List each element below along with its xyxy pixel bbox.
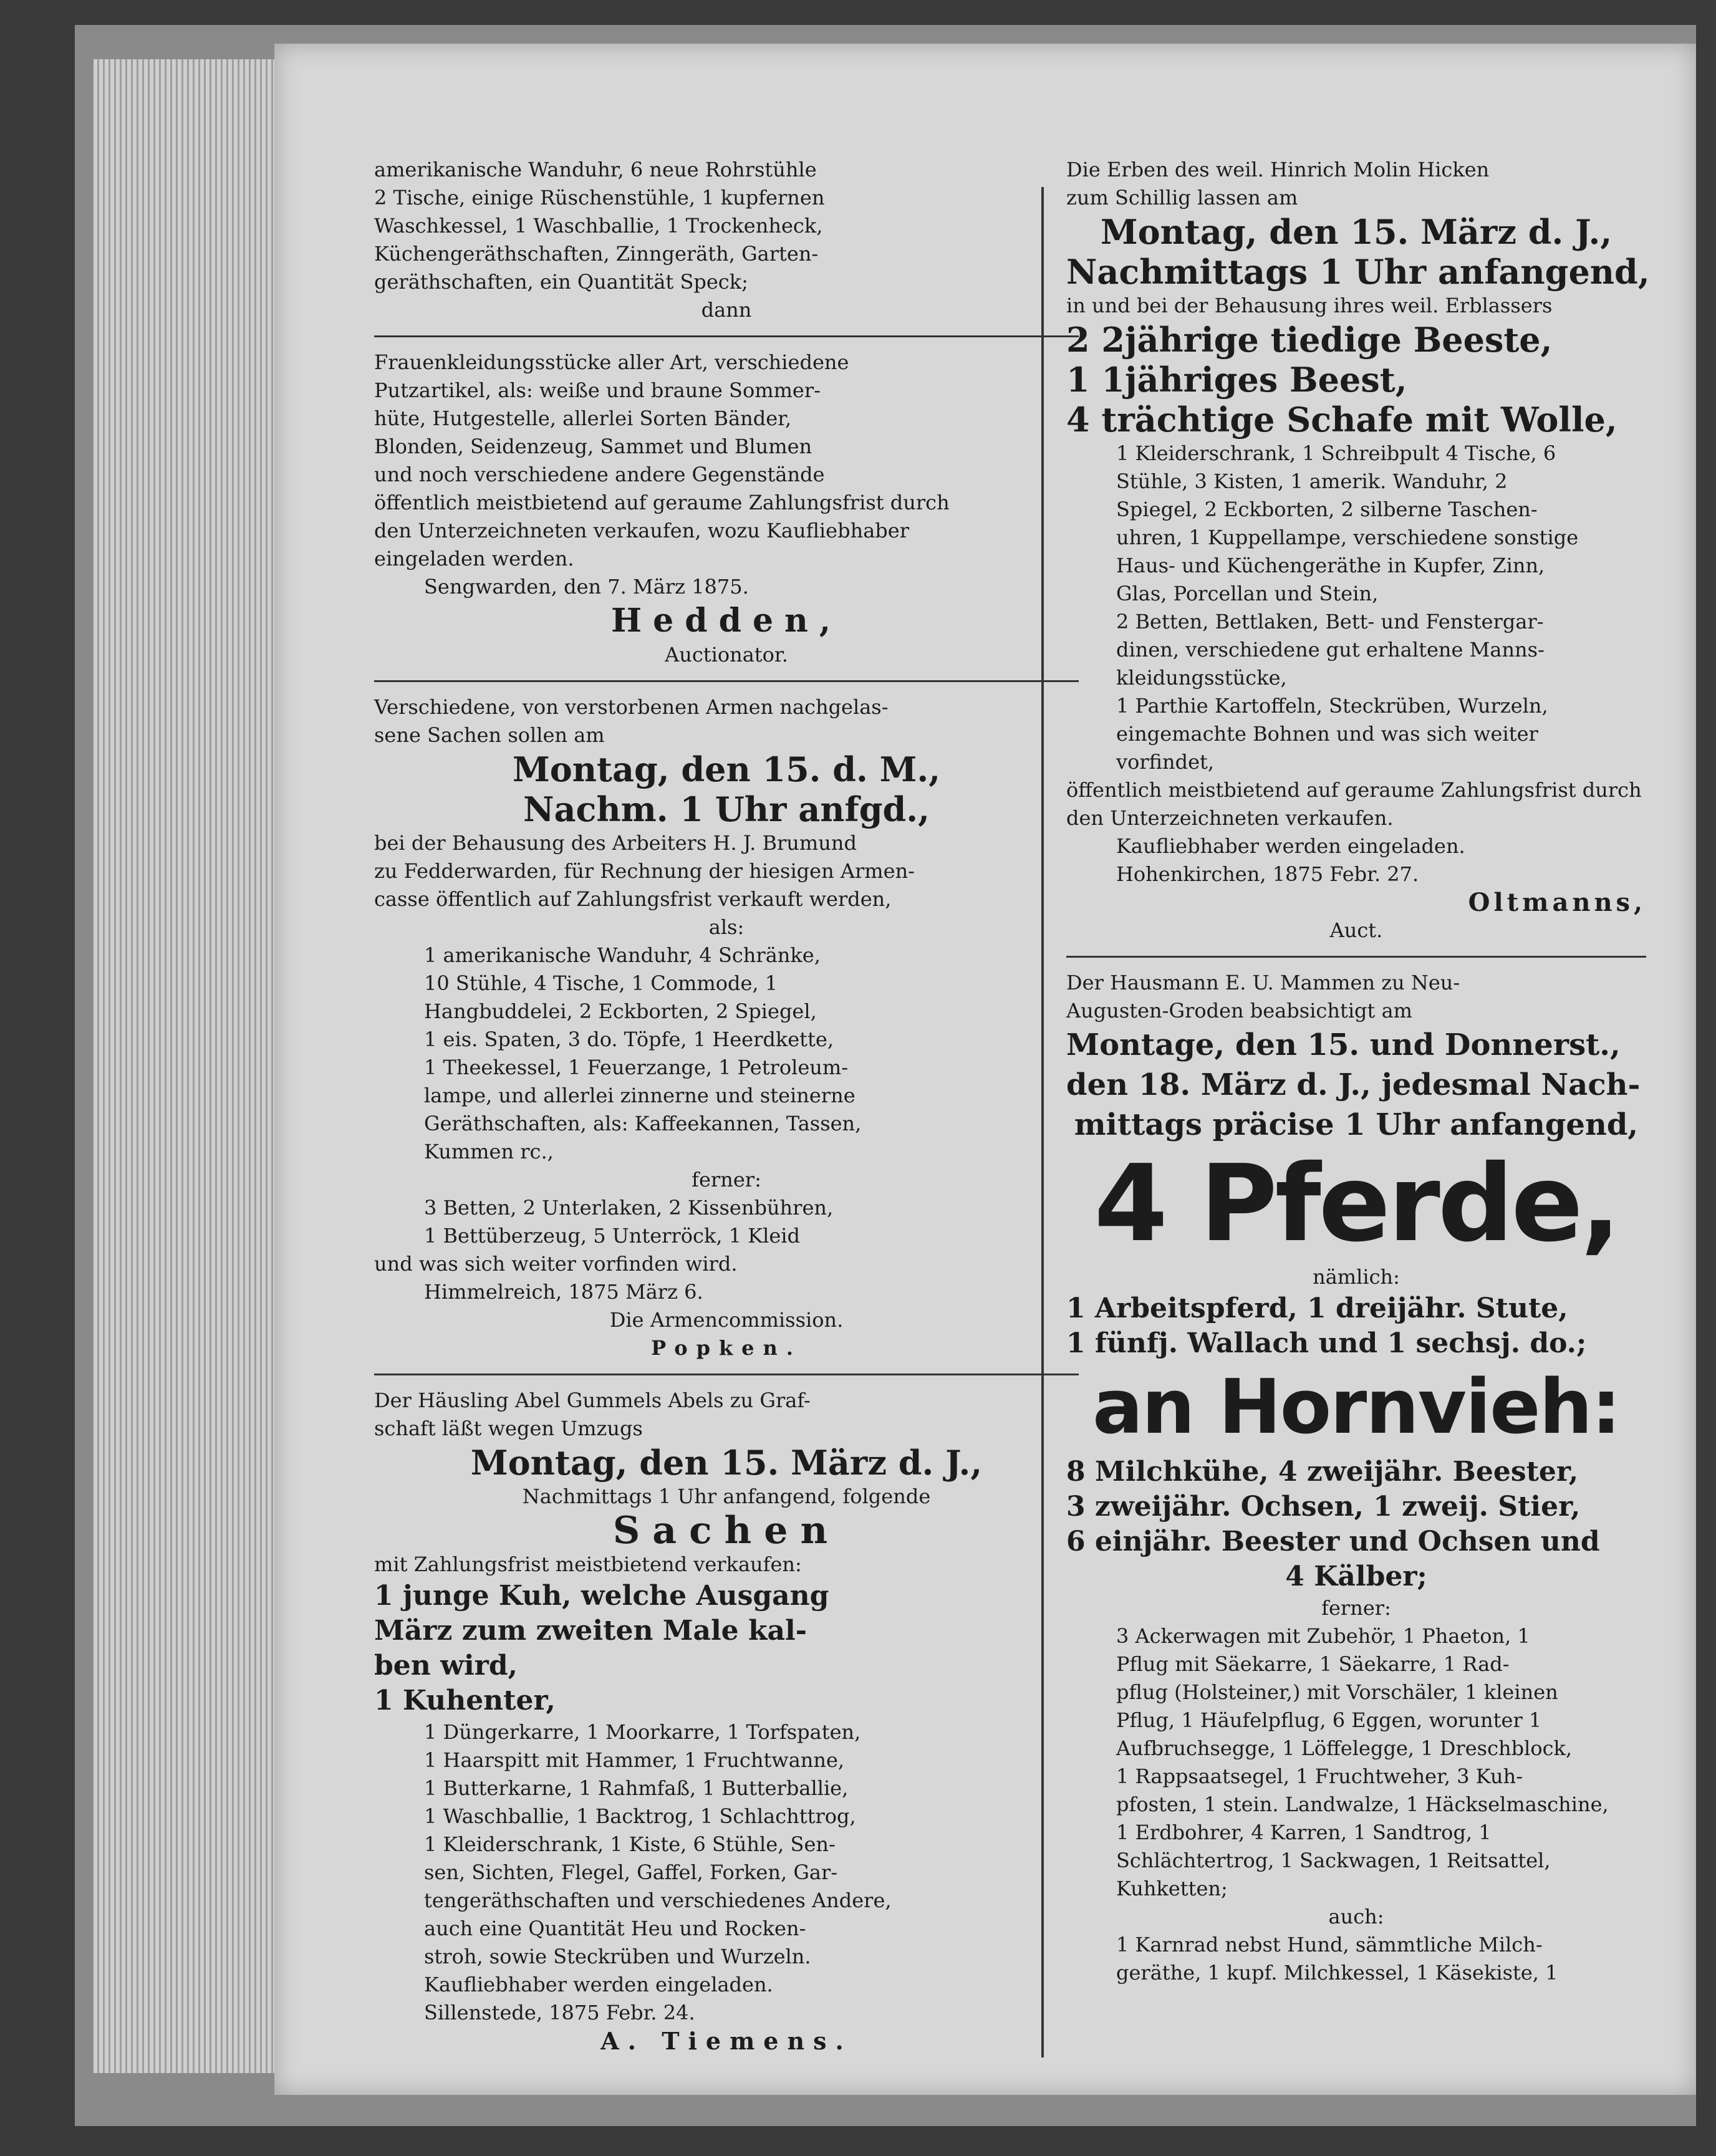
rule	[374, 335, 1079, 337]
ad-oltmanns	[1066, 156, 1650, 945]
item-line: Schlächtertrog, 1 Sackwagen, 1 Reitsattel,	[1116, 1849, 1551, 1872]
mid-line: ben wird,	[374, 1650, 518, 1682]
text-line: geräthschaften, ein Quantität Speck;	[374, 270, 748, 294]
headline: 2 2jährige tiedige Beeste,	[1066, 320, 1553, 360]
item-line: Kuhketten;	[1116, 1877, 1228, 1900]
item-line: Spiegel, 2 Eckborten, 2 silberne Taschen-	[1116, 498, 1538, 521]
text-line: den Unterzeichneten verkaufen.	[1066, 806, 1394, 830]
text-line: den Unterzeichneten verkaufen, wozu Kaufliebhaber	[374, 519, 909, 542]
item-line: Geräthschaften, als: Kaffeekannen, Tassen,	[424, 1112, 862, 1135]
headline: Nachm. 1 Uhr anfgd.,	[523, 789, 930, 829]
item-line: vorfindet,	[1116, 750, 1215, 774]
text-line: Der Hausmann E. U. Mammen zu Neu-	[1066, 971, 1460, 994]
text-line: sene Sachen sollen am	[374, 723, 605, 747]
text-line: mit Zahlungsfrist meistbietend verkaufen:	[374, 1552, 802, 1576]
ferner-label: ferner:	[1321, 1596, 1391, 1620]
item-line: 1 Rappsaatsegel, 1 Fruchtweher, 3 Kuh-	[1116, 1764, 1523, 1788]
text-line: hüte, Hutgestelle, allerlei Sorten Bänder,	[374, 407, 792, 430]
als-label: als:	[708, 915, 745, 939]
left-column	[374, 156, 1079, 2055]
ad-separator	[374, 1374, 1079, 1375]
item-line: 1 Kleiderschrank, 1 Kiste, 6 Stühle, Sen-	[424, 1832, 836, 1856]
item-line: 1 Erdbohrer, 4 Karren, 1 Sandtrog, 1	[1116, 1821, 1492, 1844]
column-divider	[1041, 187, 1044, 2057]
text-line: öffentlich meistbietend auf geraume Zahlungsfrist durch	[1066, 778, 1642, 802]
item-line: Hangbuddelei, 2 Eckborten, 2 Spiegel,	[424, 999, 817, 1023]
text-line: 2 Tische, einige Rüschenstühle, 1 kupfernen	[374, 186, 825, 209]
place-date: Hohenkirchen, 1875 Febr. 27.	[1116, 862, 1419, 886]
item-line: sen, Sichten, Flegel, Gaffel, Forken, Gar-	[424, 1860, 838, 1884]
item-line: eingemachte Bohnen und was sich weiter	[1116, 722, 1538, 746]
item-line: Aufbruchsegge, 1 Löffelegge, 1 Dreschblock,	[1116, 1736, 1573, 1760]
headline: den 18. März d. J., jedesmal Nach-	[1066, 1067, 1641, 1102]
newspaper-page	[274, 44, 1696, 2095]
headline: Montag, den 15. d. M.,	[513, 749, 940, 789]
pferde-headline: 4 Pferde,	[1094, 1142, 1619, 1266]
item-line: stroh, sowie Steckrüben und Wurzeln.	[424, 1945, 811, 1968]
mid-line: 8 Milchkühe, 4 zweijähr. Beester,	[1066, 1456, 1579, 1488]
item-line: pfosten, 1 stein. Landwalze, 1 Häckselmaschine,	[1116, 1793, 1609, 1816]
mid-line: 1 junge Kuh, welche Ausgang	[374, 1580, 829, 1612]
dann-label: dann	[701, 298, 752, 322]
auch-label: auch:	[1328, 1905, 1384, 1928]
item-line: 1 Karnrad nebst Hund, sämmtliche Milch-	[1116, 1933, 1543, 1956]
signature: Oltmanns,	[1468, 888, 1646, 917]
item-line: 1 Parthie Kartoffeln, Steckrüben, Wurzeln,	[1116, 694, 1548, 718]
item-line: Stühle, 3 Kisten, 1 amerik. Wanduhr, 2	[1116, 469, 1508, 493]
naemlich-label: nämlich:	[1313, 1265, 1400, 1289]
item-line: 2 Betten, Bettlaken, Bett- und Fenstergar-	[1116, 610, 1544, 633]
item-line: 1 Bettüberzeug, 5 Unterröck, 1 Kleid	[424, 1224, 801, 1248]
item-line: Glas, Porcellan und Stein,	[1116, 582, 1379, 605]
text-line: Augusten-Groden beabsichtigt am	[1066, 999, 1412, 1023]
ad-mammen	[1066, 969, 1646, 1987]
mid-line: 1 fünfj. Wallach und 1 sechsj. do.;	[1066, 1327, 1587, 1359]
headline: mittags präcise 1 Uhr anfangend,	[1074, 1107, 1639, 1142]
invite-line: Kaufliebhaber werden eingeladen.	[424, 1973, 773, 1996]
headline: Montag, den 15. März d. J.,	[1100, 212, 1612, 252]
mid-line: 6 einjähr. Beester und Ochsen und	[1066, 1526, 1600, 1557]
invite-line: Kaufliebhaber werden eingeladen.	[1116, 834, 1465, 858]
item-line: 3 Ackerwagen mit Zubehör, 1 Phaeton, 1	[1116, 1624, 1530, 1648]
headline: Nachmittags 1 Uhr anfangend,	[1066, 252, 1650, 292]
item-line: 1 Butterkarne, 1 Rahmfaß, 1 Butterballie,	[424, 1776, 849, 1800]
item-line: 10 Stühle, 4 Tische, 1 Commode, 1	[424, 971, 778, 995]
place-date: Sengwarden, den 7. März 1875.	[424, 575, 749, 599]
ad-armencommission	[374, 693, 1079, 1362]
mid-line: 4 Kälber;	[1285, 1561, 1427, 1592]
text-line: amerikanische Wanduhr, 6 neue Rohrstühle	[374, 158, 817, 181]
headline: Montag, den 15. März d. J.,	[470, 1443, 983, 1483]
ad-hedden	[374, 156, 1079, 669]
sachen-headline: Sachen	[612, 1509, 841, 1552]
text-line: Frauenkleidungsstücke aller Art, verschiedene	[374, 350, 849, 374]
mid-line: 3 zweijähr. Ochsen, 1 zweij. Stier,	[1066, 1491, 1581, 1523]
text-line: zu Fedderwarden, für Rechnung der hiesigen Armen-	[374, 859, 915, 883]
item-line: pflug (Holsteiner,) mit Vorschäler, 1 kleinen	[1116, 1680, 1558, 1704]
item-line: Haus- und Küchengeräthe in Kupfer, Zinn,	[1116, 554, 1545, 577]
signature-role: Auct.	[1329, 918, 1383, 942]
text-line: Küchengeräthschaften, Zinngeräth, Garten-	[374, 242, 819, 266]
item-line: dinen, verschiedene gut erhaltene Manns-	[1116, 638, 1545, 662]
item-line: 1 Kleiderschrank, 1 Schreibpult 4 Tische, 6	[1116, 441, 1556, 465]
page-edges	[94, 59, 281, 2073]
signature: Popken.	[651, 1336, 802, 1360]
text-line: und noch verschiedene andere Gegenstände	[374, 463, 825, 486]
mid-line: 1 Kuhenter,	[374, 1685, 556, 1716]
place-date: Himmelreich, 1875 März 6.	[424, 1280, 703, 1304]
text-line: Putzartikel, als: weiße und braune Sommer-	[374, 378, 821, 402]
text-line: in und bei der Behausung ihres weil. Erblassers	[1066, 294, 1553, 317]
signature: Hedden,	[611, 602, 842, 640]
text-line: schaft läßt wegen Umzugs	[374, 1417, 643, 1440]
item-line: 1 amerikanische Wanduhr, 4 Schränke,	[424, 943, 821, 967]
headline: 4 trächtige Schafe mit Wolle,	[1066, 400, 1617, 440]
time-line: Nachmittags 1 Uhr anfangend, folgende	[522, 1485, 931, 1508]
text-line: bei der Behausung des Arbeiters H. J. Brumund	[374, 831, 857, 855]
item-line: Pflug mit Säekarre, 1 Säekarre, 1 Rad-	[1116, 1652, 1510, 1676]
ad-separator	[374, 680, 1079, 682]
item-line: tengeräthschaften und verschiedenes Andere,	[424, 1889, 892, 1912]
headline: 1 1jähriges Beest,	[1066, 360, 1407, 400]
text-line: Der Häusling Abel Gummels Abels zu Graf-	[374, 1388, 811, 1412]
text-line: öffentlich meistbietend auf geraume Zahlungsfrist durch	[374, 491, 950, 514]
ad-tiemens	[374, 1387, 1079, 2055]
text-line: eingeladen werden.	[374, 547, 574, 570]
text-line: Waschkessel, 1 Waschballie, 1 Trockenheck,	[374, 214, 823, 238]
text-line: Verschiedene, von verstorbenen Armen nachgelas-	[374, 695, 889, 719]
item-line: lampe, und allerlei zinnerne und steinerne	[424, 1084, 856, 1107]
mid-line: 1 Arbeitspferd, 1 dreijähr. Stute,	[1066, 1292, 1568, 1324]
item-line: 1 Haarspitt mit Hammer, 1 Fruchtwanne,	[424, 1748, 845, 1772]
ad-separator	[1066, 956, 1646, 958]
ferner-label: ferner:	[692, 1168, 761, 1191]
item-line: Pflug, 1 Häufelpflug, 6 Eggen, worunter 1	[1116, 1708, 1542, 1732]
item-line: 3 Betten, 2 Unterlaken, 2 Kissenbühren,	[424, 1196, 834, 1220]
item-line: 1 Waschballie, 1 Backtrog, 1 Schlachttrog,	[424, 1804, 856, 1828]
item-line: geräthe, 1 kupf. Milchkessel, 1 Käsekiste, 1	[1116, 1961, 1558, 1985]
text-line: Die Erben des weil. Hinrich Molin Hicken	[1066, 158, 1490, 181]
item-line: kleidungsstücke,	[1116, 666, 1287, 690]
text-line: zum Schillig lassen am	[1066, 186, 1298, 209]
text-line: und was sich weiter vorfinden wird.	[374, 1252, 738, 1276]
mid-line: März zum zweiten Male kal-	[374, 1615, 807, 1647]
right-column	[1066, 156, 1650, 1987]
text-line: casse öffentlich auf Zahlungsfrist verkauft werden,	[374, 887, 892, 911]
text-line: Blonden, Seidenzeug, Sammet und Blumen	[374, 435, 812, 458]
hornvieh-headline: an Hornvieh:	[1092, 1364, 1620, 1451]
place-date: Sillenstede, 1875 Febr. 24.	[424, 2001, 695, 2024]
signature: A. Tiemens.	[600, 2027, 852, 2055]
headline: Montage, den 15. und Donnerst.,	[1066, 1027, 1621, 1062]
item-line: Kummen rc.,	[424, 1140, 554, 1163]
item-line: auch eine Quantität Heu und Rocken-	[424, 1917, 806, 1940]
item-line: 1 Düngerkarre, 1 Moorkarre, 1 Torfspaten,	[424, 1720, 861, 1744]
item-line: uhren, 1 Kuppellampe, verschiedene sonstige	[1116, 526, 1579, 549]
item-line: 1 eis. Spaten, 3 do. Töpfe, 1 Heerdkette,	[424, 1027, 834, 1051]
organization: Die Armencommission.	[609, 1308, 844, 1332]
item-line: 1 Theekessel, 1 Feuerzange, 1 Petroleum-	[424, 1056, 849, 1079]
signature-role: Auctionator.	[665, 643, 788, 667]
